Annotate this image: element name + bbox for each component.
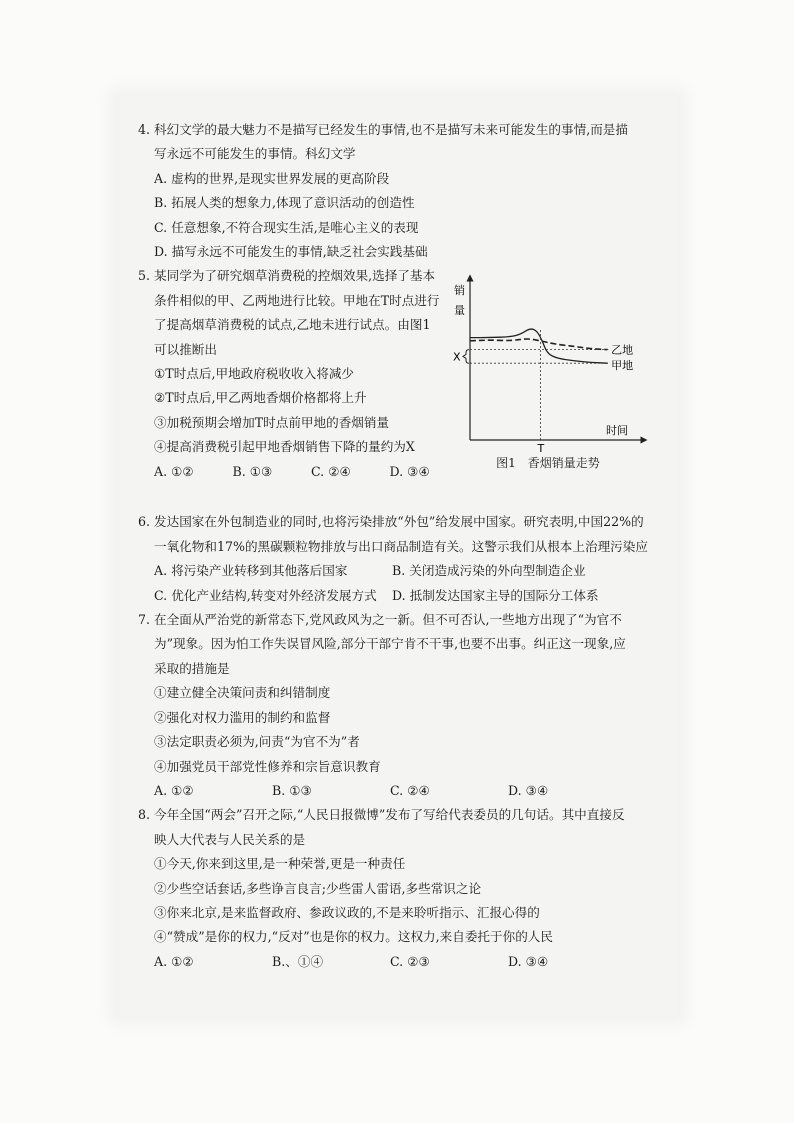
q6-option-c: C. 优化产业结构,转变对外经济发展方式	[154, 587, 377, 603]
q4-stem-line-1: 4. 科幻文学的最大魅力不是描写已经发生的事情,也不是描写未来可能发生的事情,而是描	[138, 122, 628, 137]
q5-item-4: ④提高消费税引起甲地香烟销售下降的量约为X	[154, 439, 415, 455]
q8-option-b: B.、①④	[272, 953, 324, 969]
q6-stem-line-2: 一氧化物和17%的黑碳颗粒物排放与出口商品制造有关。这警示我们从根本上治理污染应	[154, 538, 648, 554]
q8-options	[138, 950, 668, 974]
q7-item-2: ②强化对权力滥用的制约和监督	[154, 709, 331, 725]
exam-content	[138, 118, 668, 974]
q8-stem-line-2: 映人大代表与人民关系的是	[154, 831, 306, 847]
q7-item-3: ③法定职责必须为,问责“为官不为”者	[154, 734, 360, 750]
q8-option-a: A. ①②	[154, 953, 194, 969]
question-4	[138, 118, 668, 264]
q4-option-b: B. 拓展人类的想象力,体现了意识活动的创造性	[154, 195, 415, 211]
q5-stem-line-4: 可以推断出	[154, 341, 217, 357]
q4-option-a: A. 虚构的世界,是现实世界发展的更高阶段	[154, 170, 390, 186]
q5-stem-line-1: 5. 某同学为了研究烟草消费税的控烟效果,选择了基本	[138, 268, 436, 284]
q8-item-3: ③你来北京,是来监督政府、参政议政的,不是来聆听指示、汇报心得的	[154, 904, 540, 920]
q7-option-c: C. ②④	[390, 782, 430, 798]
chart-svg	[448, 272, 648, 452]
series-line-2	[470, 330, 608, 364]
q5-text-block	[138, 264, 468, 484]
q6-stem-line-1: 6. 发达国家在外包制造业的同时,也将污染排放“外包”给发展中国家。研究表明,中国22%的	[138, 514, 644, 530]
question-7	[138, 608, 668, 803]
x-gap-brace	[463, 350, 469, 364]
q8-stem-line-1: 8. 今年全国“两会”召开之际,“人民日报微博”发布了写给代表委员的几句话。其中直接反	[138, 807, 625, 823]
series-layer	[470, 330, 608, 364]
question-5	[138, 264, 668, 510]
q5-stem-line-3: 了提高烟草消费税的试点,乙地未进行试点。由图1	[154, 317, 431, 333]
series-label-yi: 乙地	[611, 344, 634, 358]
q5-option-b: B. ①③	[232, 463, 273, 479]
q8-option-d: D. ③④	[508, 953, 549, 969]
x-gap-label: X	[453, 350, 461, 364]
q7-option-a: A. ①②	[154, 782, 194, 798]
q7-item-1: ①建立健全决策问责和纠错制度	[154, 685, 331, 701]
x-axis-label: 时间	[606, 424, 628, 438]
q5-item-1: ①T时点后,甲地政府税收收入将减少	[154, 366, 355, 382]
cigarette-sales-chart	[448, 272, 648, 472]
q4-option-c: C. 任意想象,不符合现实生活,是唯心主义的表现	[154, 219, 419, 235]
q7-item-4: ④加强党员干部党性修养和宗旨意识教育	[154, 758, 381, 774]
question-8	[138, 803, 668, 974]
q6-option-a: A. 将污染产业转移到其他落后国家	[154, 563, 348, 579]
q8-option-c: C. ②③	[390, 953, 430, 969]
q4-stem-line-2: 写永远不可能发生的事情。科幻文学	[154, 146, 356, 162]
q5-stem-line-2: 条件相似的甲、乙两地进行比较。甲地在T时点进行	[154, 292, 440, 308]
q6-option-b: B. 关闭造成污染的外向型制造企业	[392, 563, 586, 579]
q5-option-d: D. ③④	[389, 463, 430, 479]
q7-options	[138, 779, 668, 803]
q7-stem-line-3: 采取的措施是	[154, 660, 230, 676]
q6-options-row-1	[138, 559, 668, 583]
q5-option-c: C. ②④	[311, 463, 351, 479]
q5-options	[138, 460, 468, 484]
q8-item-1: ①今天,你来到这里,是一种荣誉,更是一种责任	[154, 856, 406, 872]
y-axis-label-char-1: 销	[454, 284, 465, 298]
q4-option-d: D. 描写永远不可能发生的事情,缺乏社会实践基础	[154, 244, 428, 260]
q5-item-3: ③加税预期会增加T时点前甲地的香烟销量	[154, 414, 390, 430]
q8-item-2: ②少些空话套话,多些诤言良言;少些雷人雷语,多些常识之论	[154, 880, 482, 896]
q7-stem-line-2: 为”现象。因为怕工作失误冒风险,部分干部宁肯不干事,也要不出事。纠正这一现象,应	[154, 636, 626, 652]
q5-item-2: ②T时点后,甲乙两地香烟价格都将上升	[154, 390, 367, 406]
question-6	[138, 510, 668, 608]
q6-option-d: D. 抵制发达国家主导的国际分工体系	[392, 587, 599, 603]
series-label-jia: 甲地	[611, 359, 634, 373]
q7-option-d: D. ③④	[508, 782, 549, 798]
q6-options-row-2	[138, 584, 668, 608]
series-line-1	[470, 339, 608, 350]
y-axis-label-char-2: 量	[454, 304, 465, 318]
q8-item-4: ④“赞成”是你的权力,“反对”也是你的权力。这权力,来自委托于你的人民	[154, 929, 553, 945]
q5-option-a: A. ①②	[154, 463, 194, 479]
x-tick-t: T	[537, 442, 545, 453]
chart-title: 图1 香烟销量走势	[496, 456, 600, 471]
q7-stem-line-1: 7. 在全面从严治党的新常态下,党风政风为之一新。但不可否认,一些地方出现了“为官不	[138, 612, 622, 628]
q7-option-b: B. ①③	[272, 782, 312, 798]
